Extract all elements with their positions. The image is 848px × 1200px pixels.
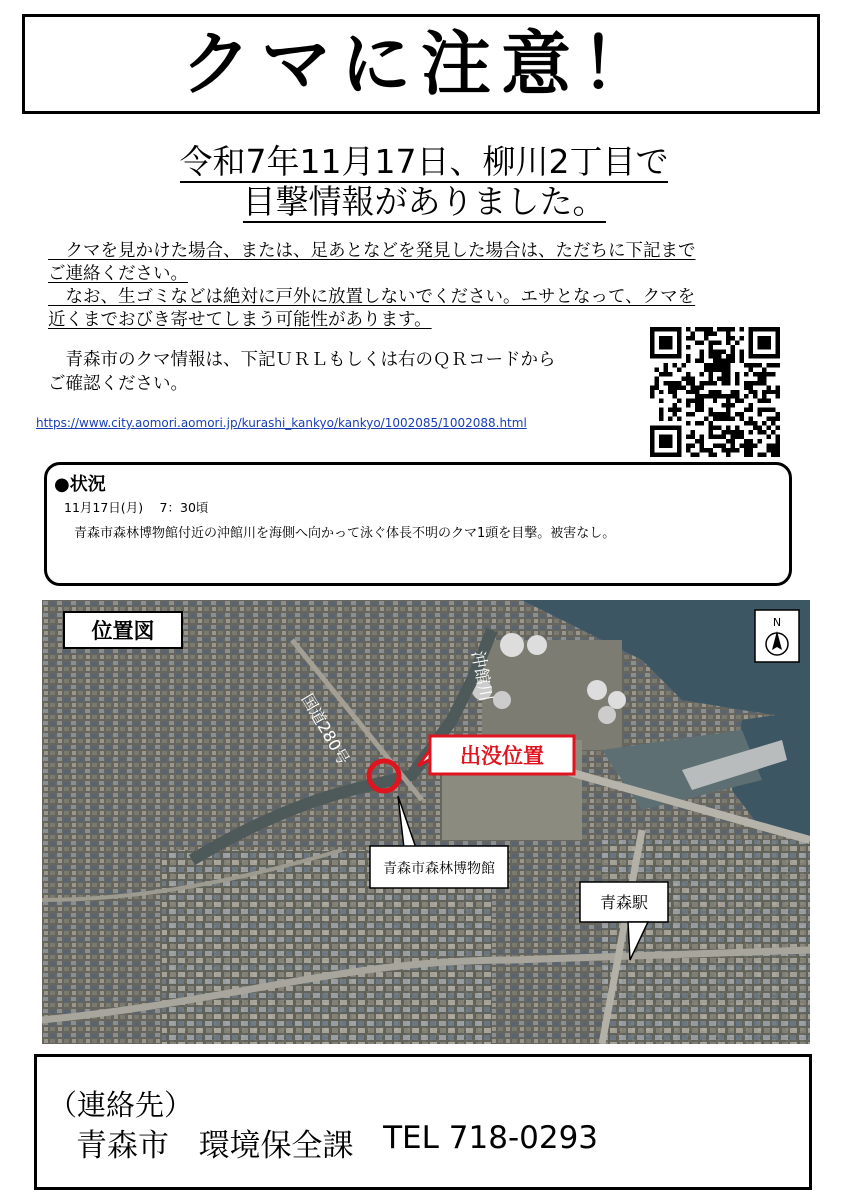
notice-line-1: クマを見かけた場合、または、足あとなどを発見した場合は、ただちに下記まで bbox=[48, 241, 696, 261]
notice-line-4: 近くまでおびき寄せてしまう可能性があります。 bbox=[48, 310, 432, 330]
info-line-2: ご確認ください。 bbox=[48, 374, 188, 394]
info-line-1: 青森市のクマ情報は、下記ＵＲＬもしくは右のＱＲコードから bbox=[48, 350, 556, 370]
river-label: 沖館川 bbox=[467, 649, 496, 704]
sighting-label: 出没位置 bbox=[460, 744, 544, 768]
qr-code[interactable] bbox=[650, 327, 780, 457]
contact-label: （連絡先） bbox=[48, 1088, 194, 1122]
station-label: 青森駅 bbox=[599, 893, 649, 912]
headline-line-2 bbox=[0, 182, 848, 222]
situation-heading: ●状況 bbox=[54, 474, 106, 495]
situation-date: 11月17日(月) 7：30頃 bbox=[64, 500, 209, 515]
page-title: クマに注意！ bbox=[181, 23, 661, 105]
situation-detail: 青森市森林博物館付近の沖館川を海側へ向かって泳ぐ体長不明のクマ1頭を目撃。被害なし。 bbox=[74, 526, 616, 541]
info-paragraph bbox=[48, 348, 648, 396]
notice-line-3: なお、生ゴミなどは絶対に戸外に放置しないでください。エサとなって、クマを bbox=[48, 287, 696, 307]
headline-line-1 bbox=[0, 142, 848, 182]
contact-tel: TEL 718-0293 bbox=[383, 1120, 599, 1156]
contact-org: 青森市 bbox=[76, 1128, 169, 1164]
contact-dept: 環境保全課 bbox=[198, 1128, 354, 1164]
title-box bbox=[22, 14, 820, 114]
headline-text-1: 令和7年11月17日、柳川2丁目で bbox=[179, 142, 669, 181]
contact-line bbox=[76, 1120, 598, 1165]
location-map bbox=[42, 600, 810, 1044]
notice-line-2: ご連絡ください。 bbox=[48, 264, 188, 284]
notice-paragraph bbox=[48, 240, 788, 332]
info-url-link[interactable]: https://www.city.aomori.aomori.jp/kurashi_kankyo/kankyo/1002085/1002088.html bbox=[36, 416, 527, 430]
museum-label: 青森市森林博物館 bbox=[383, 861, 495, 877]
north-label: N bbox=[772, 616, 782, 629]
headline-text-2: 目撃情報がありました。 bbox=[242, 182, 606, 221]
map-title: 位置図 bbox=[91, 619, 155, 643]
road-label: 国道280号 bbox=[297, 690, 354, 769]
